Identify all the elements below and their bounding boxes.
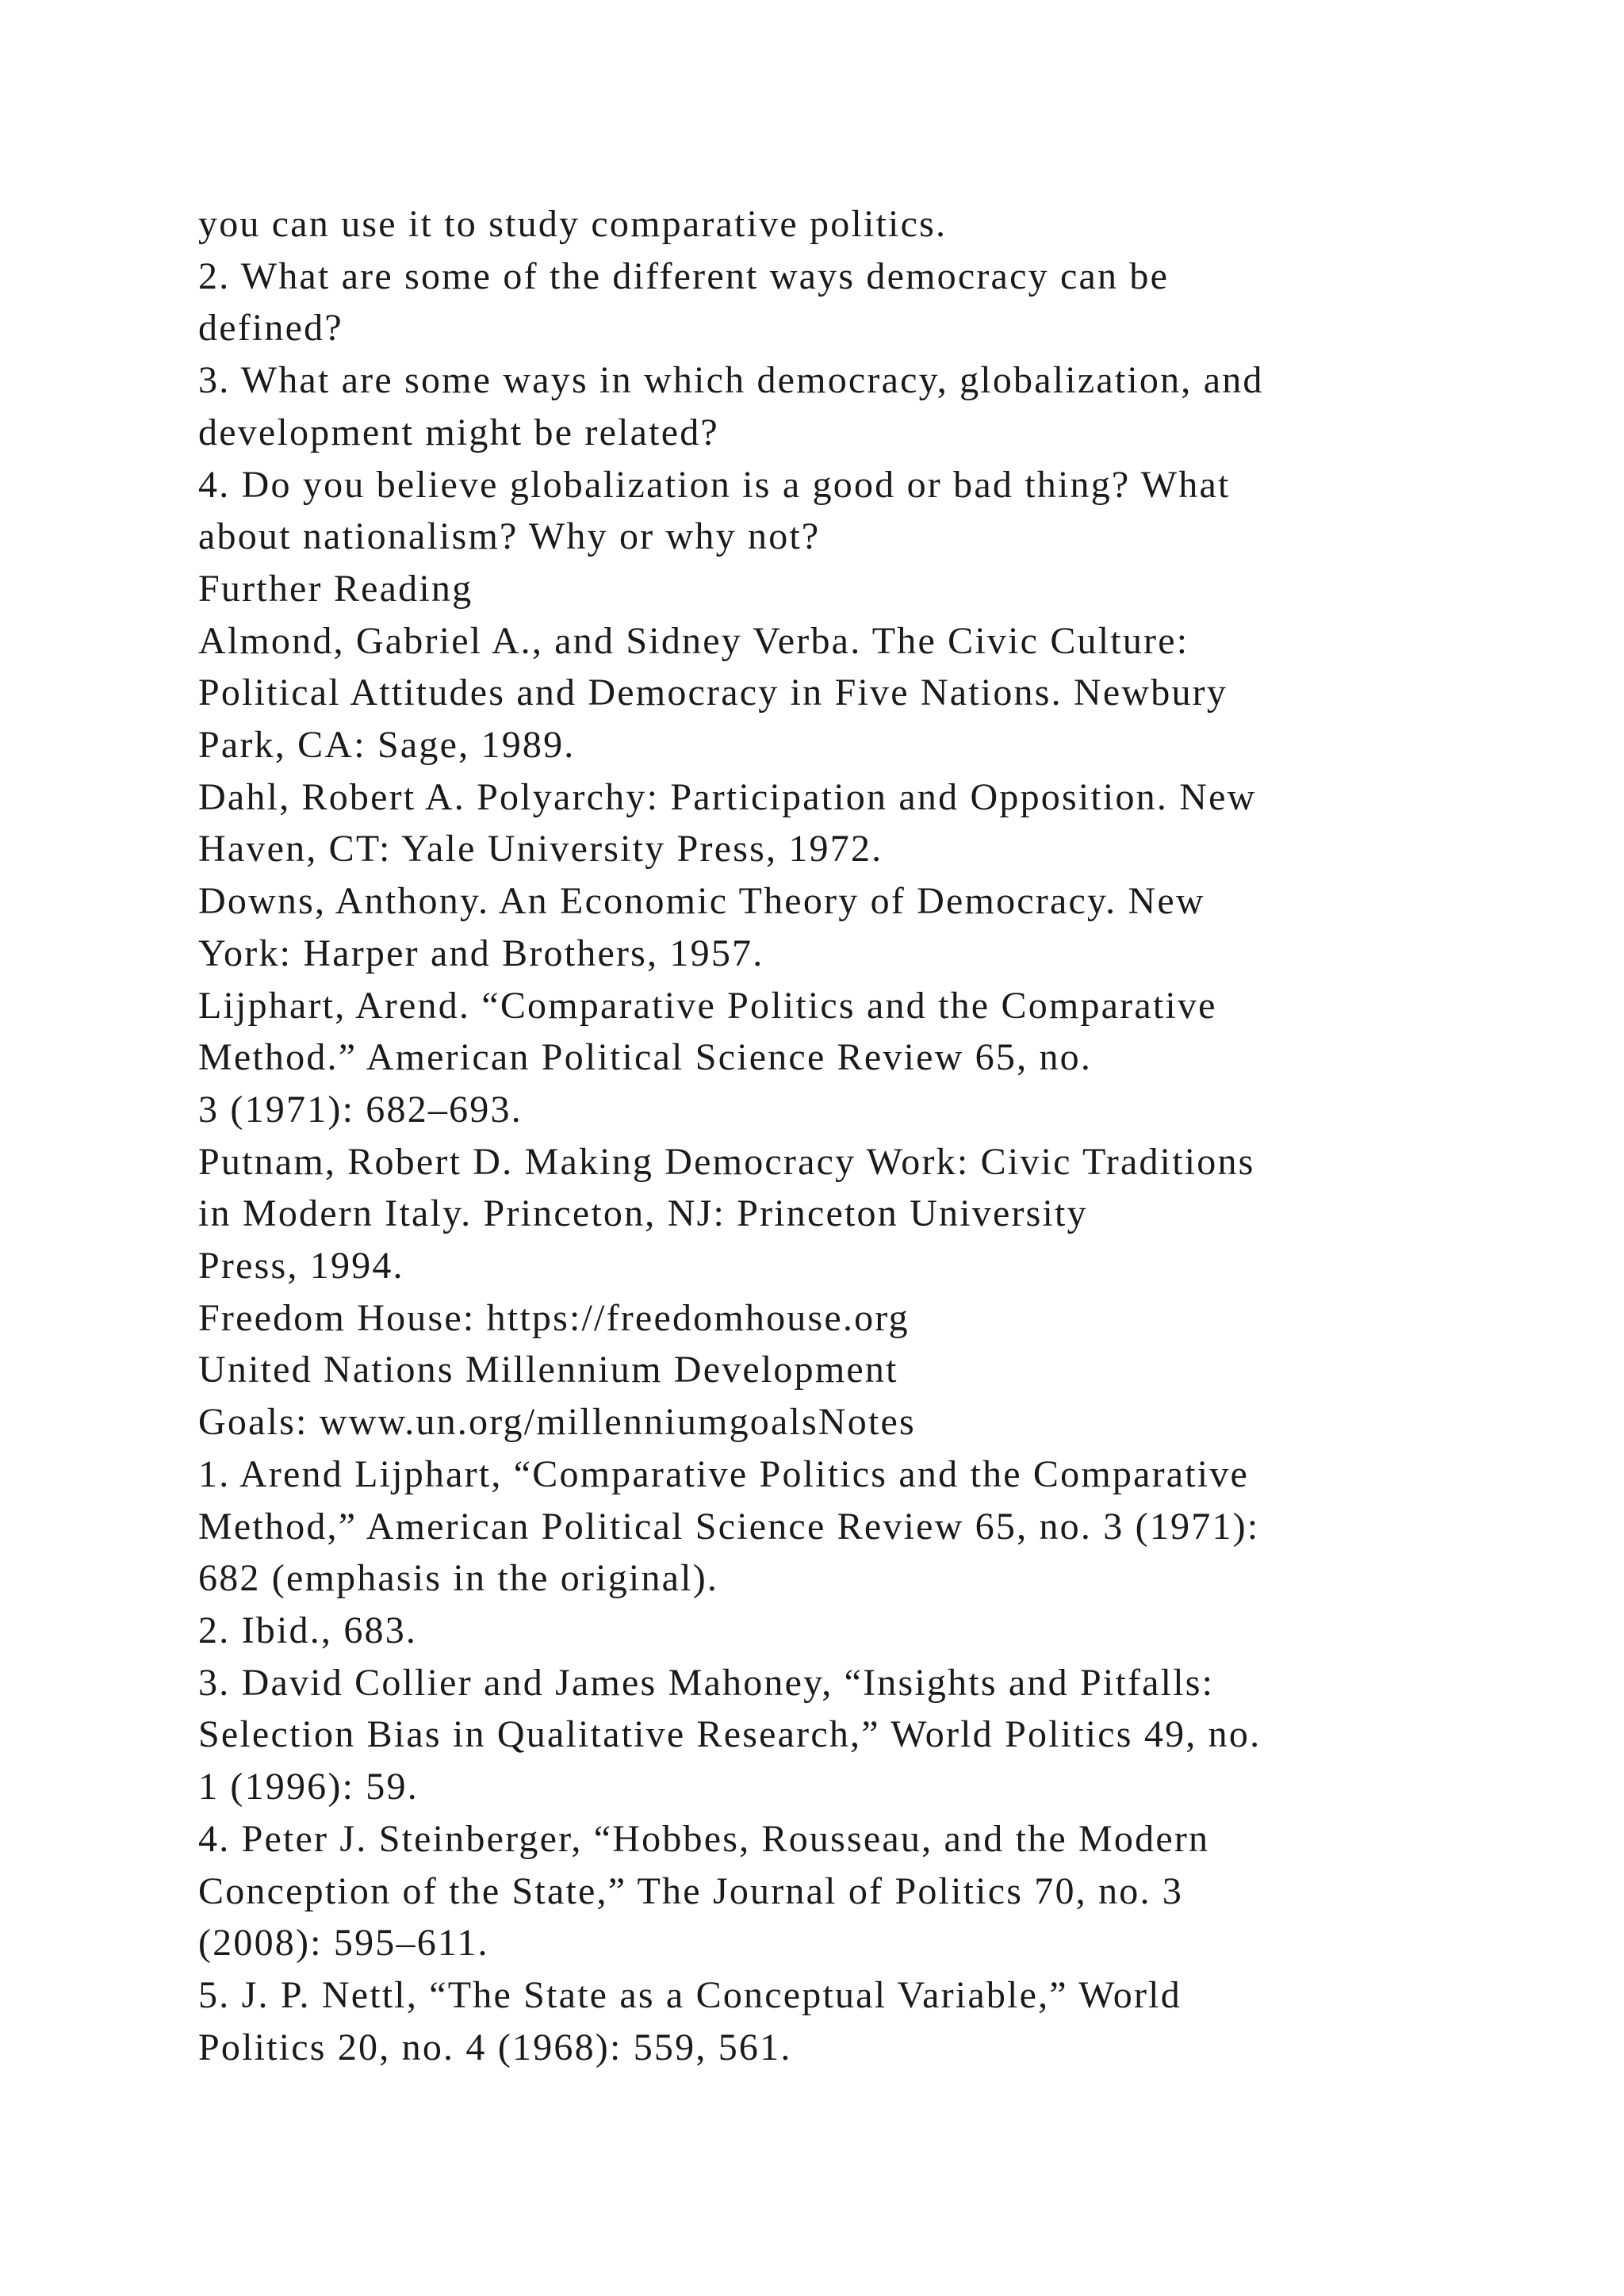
text-line: Goals: www.un.org/millenniumgoalsNotes xyxy=(198,1401,916,1444)
text-line: Press, 1994. xyxy=(198,1245,404,1288)
section-heading-further-reading: Further Reading xyxy=(198,567,473,610)
text-line: United Nations Millennium Development xyxy=(198,1349,898,1391)
text-line: about nationalism? Why or why not? xyxy=(198,515,821,558)
text-line: 5. J. P. Nettl, “The State as a Conceptual Variable,” World xyxy=(198,1973,1182,2016)
text-line: York: Harper and Brothers, 1957. xyxy=(198,932,764,974)
document-text xyxy=(198,198,1546,2073)
text-line: in Modern Italy. Princeton, NJ: Princeton University xyxy=(198,1192,1088,1235)
text-line: Freedom House: https://freedomhouse.org xyxy=(198,1296,910,1339)
text-line: development might be related? xyxy=(198,411,719,453)
text-line: Method.” American Political Science Review 65, no. xyxy=(198,1036,1093,1079)
text-line: you can use it to study comparative politics. xyxy=(198,203,948,245)
text-line: 1 (1996): 59. xyxy=(198,1766,419,1808)
text-line: Downs, Anthony. An Economic Theory of Democracy. New xyxy=(198,880,1205,923)
text-line: 3. What are some ways in which democracy, globalization, and xyxy=(198,359,1264,402)
text-line: 3. David Collier and James Mahoney, “Insights and Pitfalls: xyxy=(198,1661,1215,1704)
text-line: 2. What are some of the different ways democracy can be xyxy=(198,254,1170,297)
text-line: Haven, CT: Yale University Press, 1972. xyxy=(198,828,883,871)
text-line: 4. Do you believe globalization is a good or bad thing? What xyxy=(198,463,1231,506)
text-line: Selection Bias in Qualitative Research,” World Politics 49, no. xyxy=(198,1713,1262,1756)
text-line: Park, CA: Sage, 1989. xyxy=(198,724,576,767)
text-line: 3 (1971): 682–693. xyxy=(198,1088,523,1131)
text-line: Dahl, Robert A. Polyarchy: Participation and Opposition. New xyxy=(198,775,1257,818)
text-line: Method,” American Political Science Review 65, no. 3 (1971): xyxy=(198,1505,1260,1548)
text-line: (2008): 595–611. xyxy=(198,1922,489,1965)
text-line: Conception of the State,” The Journal of Politics 70, no. 3 xyxy=(198,1869,1184,1912)
text-line: Putnam, Robert D. Making Democracy Work: Civic Traditions xyxy=(198,1140,1255,1183)
text-line: 2. Ibid., 683. xyxy=(198,1609,418,1651)
text-line: defined? xyxy=(198,307,343,350)
text-line: Almond, Gabriel A., and Sidney Verba. The Civic Culture: xyxy=(198,619,1189,662)
text-line: 4. Peter J. Steinberger, “Hobbes, Rousseau, and the Modern xyxy=(198,1817,1210,1860)
text-line: 682 (emphasis in the original). xyxy=(198,1557,719,1600)
text-line: Political Attitudes and Democracy in Five Nations. Newbury xyxy=(198,672,1228,714)
text-line: 1. Arend Lijphart, “Comparative Politics and the Comparative xyxy=(198,1452,1250,1495)
text-line: Lijphart, Arend. “Comparative Politics and the Comparative xyxy=(198,984,1217,1027)
text-line: Politics 20, no. 4 (1968): 559, 561. xyxy=(198,2026,792,2068)
